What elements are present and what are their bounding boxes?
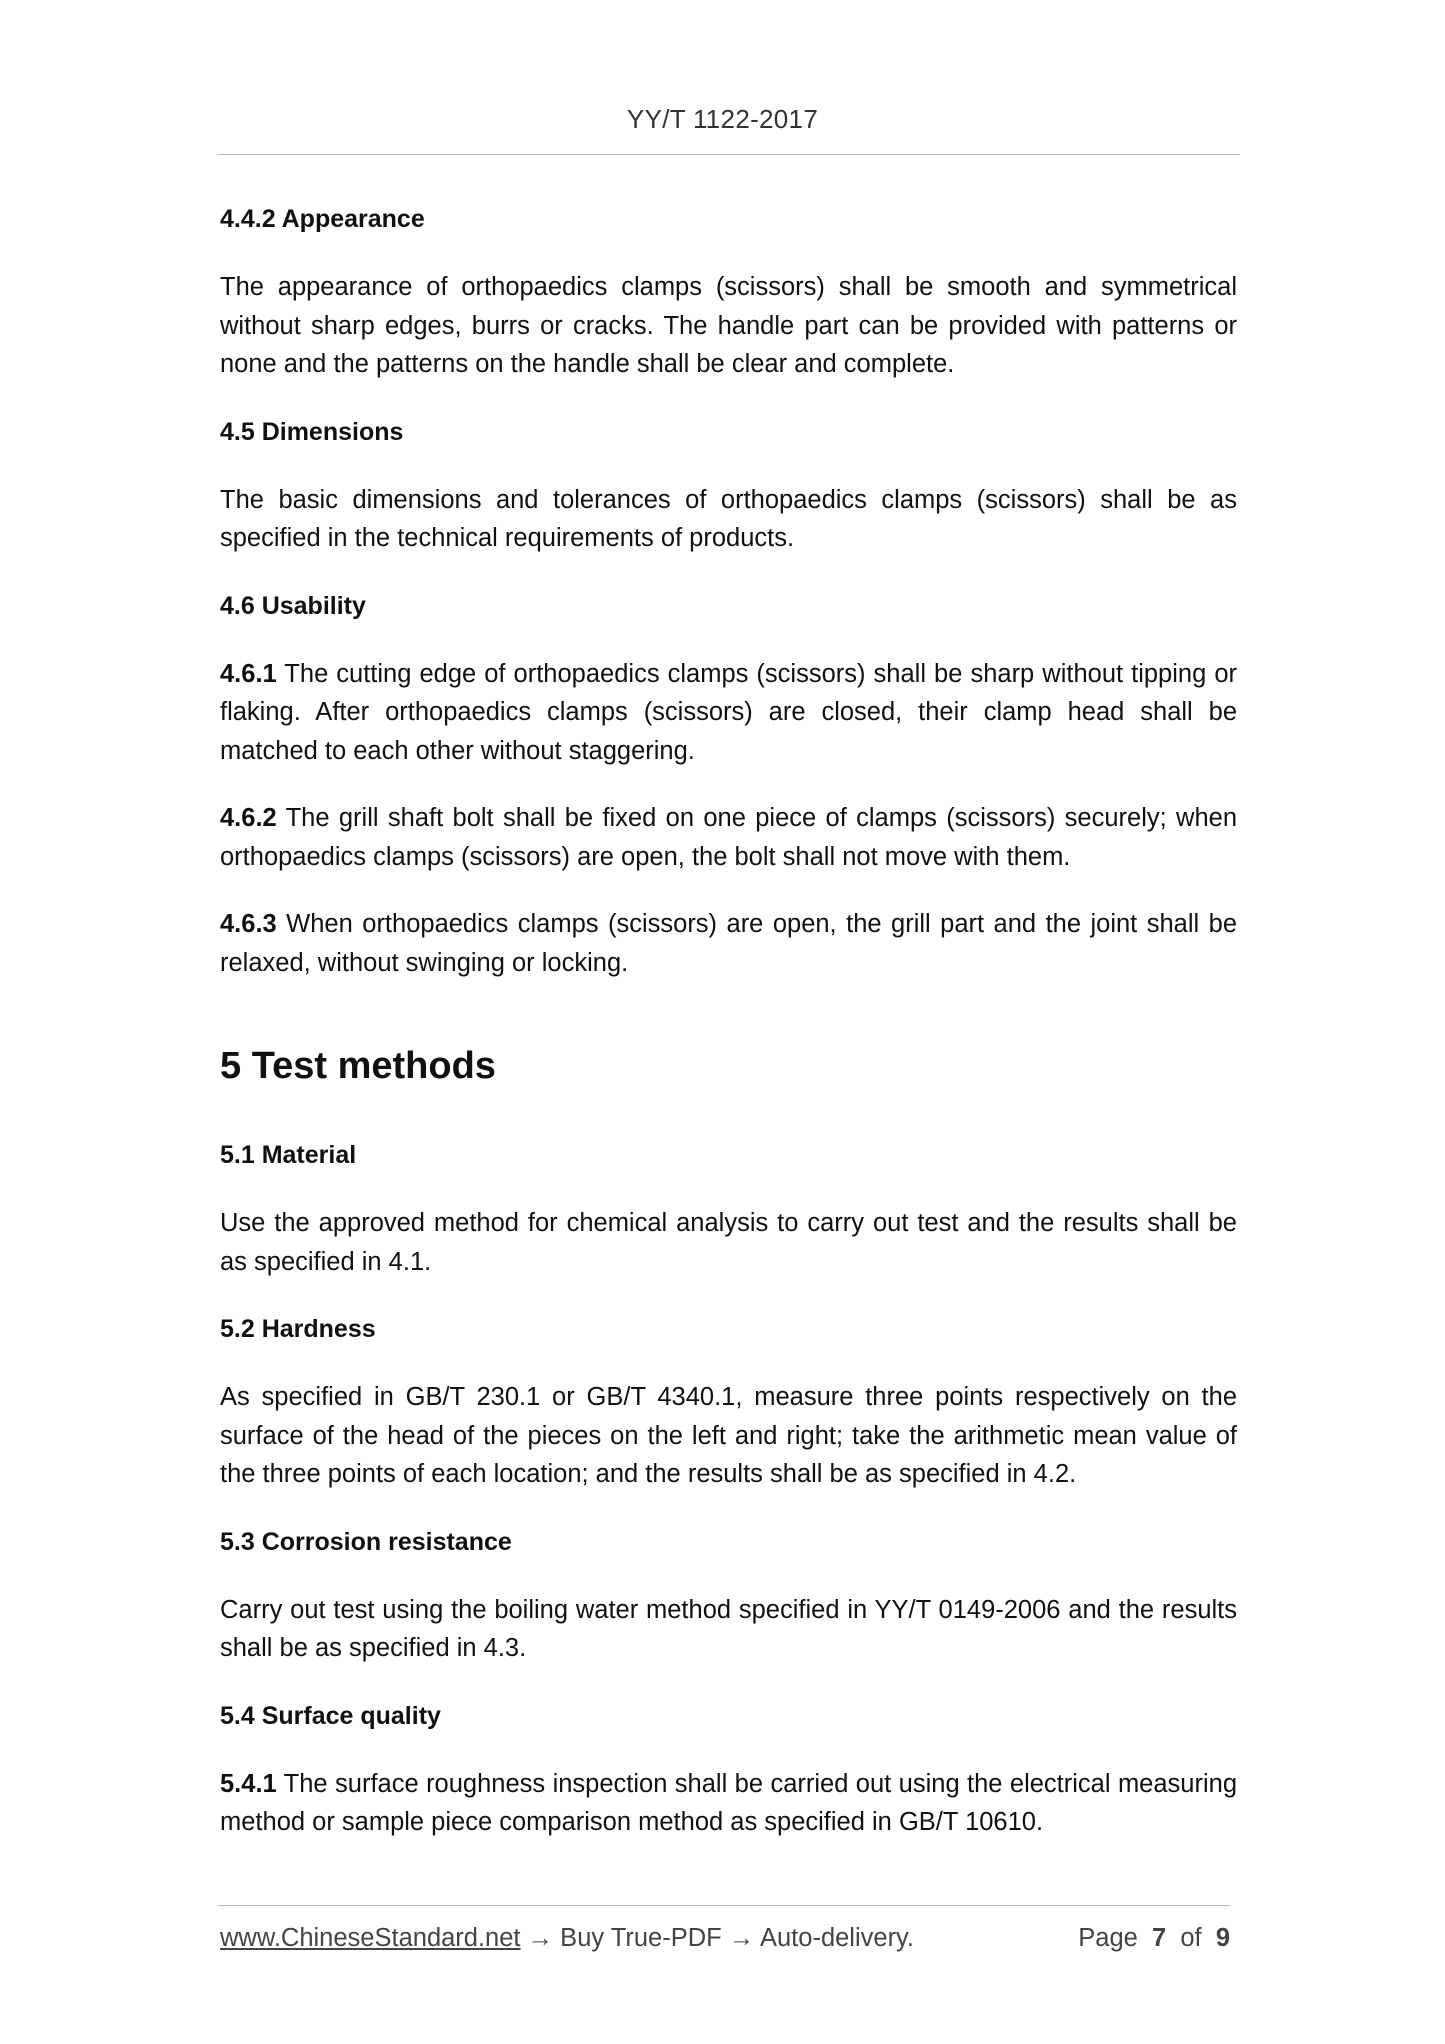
total-page-count: 9 bbox=[1215, 1924, 1230, 1952]
clause-text: When orthopaedics clamps (scissors) are open, the grill part and the joint shall be relaxed, without swinging or locking. bbox=[220, 910, 1237, 977]
clause-text: The grill shaft bolt shall be fixed on one piece of clamps (scissors) securely; when orthopaedics clamps (scissors) are open, the bolt shall not move with them. bbox=[220, 804, 1237, 871]
paragraph-4-6-1 bbox=[220, 655, 1237, 771]
page-content bbox=[220, 200, 1237, 1871]
clause-number: 4.6.3 bbox=[220, 910, 277, 938]
clause-number: 4.6.1 bbox=[220, 659, 277, 688]
clause-number: 5.4.1 bbox=[220, 1769, 277, 1798]
paragraph-material: Use the approved method for chemical analysis to carry out test and the results shall be as specified in 4.1. bbox=[220, 1209, 1237, 1276]
paragraph-dimensions: The basic dimensions and tolerances of orthopaedics clamps (scissors) shall be as specified in the technical requirements of products. bbox=[220, 485, 1237, 552]
clause-text: The cutting edge of orthopaedics clamps (scissors) shall be sharp without tipping or flaking. After orthopaedics clamps (scissors) are closed, their clamp head shall be matched to each other without staggering. bbox=[220, 659, 1237, 765]
paragraph-4-6-2 bbox=[220, 799, 1237, 876]
page-word: Page bbox=[1078, 1924, 1138, 1952]
heading-5-4: 5.4 Surface quality bbox=[220, 1701, 441, 1730]
page-indicator bbox=[1078, 1924, 1230, 1953]
section-5-title: 5 Test methods bbox=[220, 1045, 496, 1087]
heading-5-2: 5.2 Hardness bbox=[220, 1315, 376, 1343]
clause-text: The surface roughness inspection shall be carried out using the electrical measuring method or sample piece comparison method as specified in GB/T 10610. bbox=[220, 1769, 1237, 1836]
footer-divider bbox=[218, 1905, 1230, 1906]
heading-5-3: 5.3 Corrosion resistance bbox=[220, 1527, 512, 1556]
heading-4-4-2: 4.4.2 Appearance bbox=[220, 205, 425, 233]
paragraph-5-4-1 bbox=[220, 1765, 1237, 1842]
paragraph-corrosion: Carry out test using the boiling water method specified in YY/T 0149-2006 and the results shall be as specified in 4.3. bbox=[220, 1595, 1237, 1662]
heading-4-6: 4.6 Usability bbox=[220, 591, 366, 620]
paragraph-appearance: The appearance of orthopaedics clamps (scissors) shall be smooth and symmetrical without sharp edges, burrs or cracks. The handle part can be provided with patterns or none and the patterns on the handle shall be clear and complete. bbox=[220, 273, 1237, 378]
paragraph-4-6-3 bbox=[220, 905, 1237, 982]
of-word: of bbox=[1180, 1924, 1202, 1952]
clause-number: 4.6.2 bbox=[220, 804, 277, 832]
footer-left bbox=[220, 1924, 914, 1953]
heading-5-1: 5.1 Material bbox=[220, 1141, 357, 1169]
footer-tagline: → Buy True-PDF → Auto-delivery. bbox=[520, 1924, 914, 1952]
heading-4-5: 4.5 Dimensions bbox=[220, 417, 404, 446]
paragraph-hardness: As specified in GB/T 230.1 or GB/T 4340.1, measure three points respectively on the surface of the head of the pieces on the left and right; take the arithmetic mean value of the three points of each location; and the results shall be as specified in 4.2. bbox=[220, 1383, 1237, 1488]
current-page-number: 7 bbox=[1152, 1924, 1167, 1952]
website-link[interactable]: www.ChineseStandard.net bbox=[220, 1924, 521, 1952]
header-divider bbox=[218, 154, 1240, 155]
document-header-id: YY/T 1122-2017 bbox=[626, 104, 819, 134]
